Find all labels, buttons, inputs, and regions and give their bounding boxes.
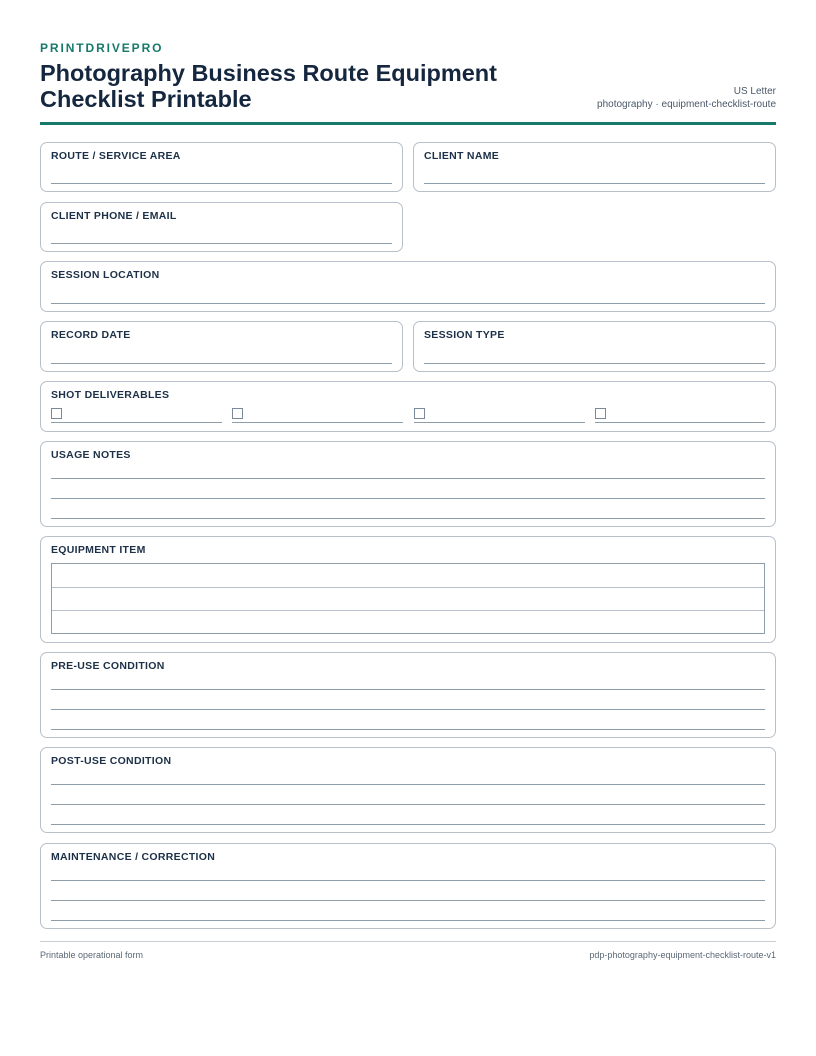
- record-date-write-line[interactable]: [51, 363, 392, 364]
- document-tags: photography · equipment-checklist-route: [597, 99, 776, 110]
- session-location-label: SESSION LOCATION: [51, 269, 160, 281]
- footer-divider: [40, 941, 776, 942]
- client-name-label: CLIENT NAME: [424, 150, 500, 162]
- post-use-condition-field[interactable]: [40, 747, 776, 833]
- header-divider: [40, 122, 776, 125]
- usage-notes-line[interactable]: [51, 498, 765, 499]
- equipment-item-field: [40, 536, 776, 643]
- deliverable-write-line[interactable]: [414, 422, 585, 423]
- equipment-item-label: EQUIPMENT ITEM: [51, 544, 146, 556]
- pre-use-line[interactable]: [51, 689, 765, 690]
- checkbox[interactable]: [232, 408, 243, 419]
- session-location-write-line[interactable]: [51, 303, 765, 304]
- deliverable-write-line[interactable]: [595, 422, 765, 423]
- pre-use-condition-label: PRE-USE CONDITION: [51, 660, 165, 672]
- post-use-line[interactable]: [51, 824, 765, 825]
- table-row-divider: [52, 610, 764, 611]
- session-location-field[interactable]: [40, 261, 776, 312]
- checkbox[interactable]: [595, 408, 606, 419]
- post-use-line[interactable]: [51, 784, 765, 785]
- post-use-condition-label: POST-USE CONDITION: [51, 755, 172, 767]
- session-type-field[interactable]: [413, 321, 776, 372]
- record-date-field[interactable]: [40, 321, 403, 372]
- client-name-field[interactable]: [413, 142, 776, 192]
- deliverable-write-line[interactable]: [232, 422, 403, 423]
- route-label: ROUTE / SERVICE AREA: [51, 150, 181, 162]
- form-code: pdp-photography-equipment-checklist-route-v1: [589, 950, 776, 960]
- checkbox[interactable]: [51, 408, 62, 419]
- usage-notes-field[interactable]: [40, 441, 776, 527]
- maintenance-correction-label: MAINTENANCE / CORRECTION: [51, 851, 216, 863]
- pre-use-line[interactable]: [51, 729, 765, 730]
- deliverable-option[interactable]: [595, 408, 765, 424]
- client-contact-write-line[interactable]: [51, 243, 392, 244]
- usage-notes-label: USAGE NOTES: [51, 449, 131, 461]
- route-write-line[interactable]: [51, 183, 392, 184]
- maintenance-line[interactable]: [51, 880, 765, 881]
- checkbox[interactable]: [414, 408, 425, 419]
- paper-size: US Letter: [733, 86, 776, 97]
- record-date-label: RECORD DATE: [51, 329, 131, 341]
- maintenance-correction-field[interactable]: [40, 843, 776, 929]
- deliverable-option[interactable]: [51, 408, 222, 424]
- deliverable-option[interactable]: [414, 408, 585, 424]
- deliverable-write-line[interactable]: [51, 422, 222, 423]
- pre-use-line[interactable]: [51, 709, 765, 710]
- shot-deliverables-field: [40, 381, 776, 432]
- footer-note: Printable operational form: [40, 950, 144, 960]
- maintenance-line[interactable]: [51, 920, 765, 921]
- maintenance-line[interactable]: [51, 900, 765, 901]
- post-use-line[interactable]: [51, 804, 765, 805]
- brand-name: PRINTDRIVEPRO: [40, 41, 164, 55]
- deliverable-option[interactable]: [232, 408, 403, 424]
- session-type-label: SESSION TYPE: [424, 329, 505, 341]
- document-meta: [597, 85, 776, 111]
- session-type-write-line[interactable]: [424, 363, 765, 364]
- equipment-table[interactable]: [51, 563, 765, 634]
- usage-notes-line[interactable]: [51, 478, 765, 479]
- pre-use-condition-field[interactable]: [40, 652, 776, 738]
- route-field[interactable]: [40, 142, 403, 192]
- page-title: Photography Business Route Equipment Checklist Printable: [40, 60, 497, 112]
- table-row-divider: [52, 587, 764, 588]
- client-contact-label: CLIENT PHONE / EMAIL: [51, 210, 177, 222]
- shot-deliverables-label: SHOT DELIVERABLES: [51, 389, 170, 401]
- usage-notes-line[interactable]: [51, 518, 765, 519]
- client-name-write-line[interactable]: [424, 183, 765, 184]
- client-contact-field[interactable]: [40, 202, 403, 252]
